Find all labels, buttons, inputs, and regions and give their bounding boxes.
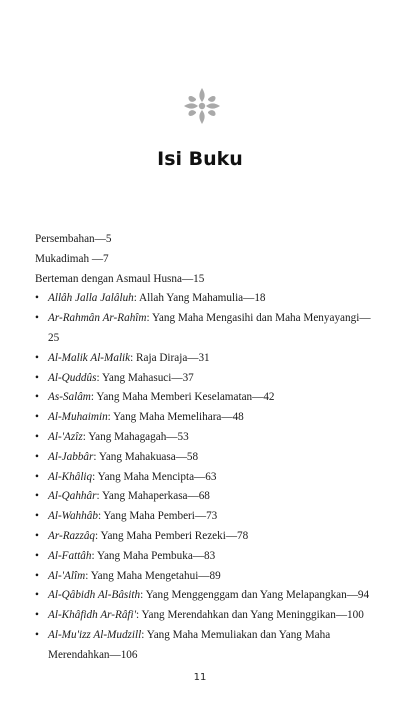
toc-entry bbox=[35, 547, 377, 567]
toc-entry bbox=[35, 428, 377, 448]
entry-name: Al-Jabbâr bbox=[48, 450, 94, 463]
entry-description: : Raja Diraja—31 bbox=[130, 351, 210, 364]
entry-name: Al-Muhaimin bbox=[48, 411, 108, 424]
toc-entry bbox=[35, 487, 377, 507]
entry-description: : Yang Maha Pemberi Rezeki—78 bbox=[95, 529, 249, 542]
entry-description: : Yang Maha Mengasihi dan Maha Menyayangi—25 bbox=[48, 312, 371, 344]
bullet-icon: • bbox=[35, 450, 39, 463]
entry-description: : Yang Mahasuci—37 bbox=[96, 371, 194, 384]
bullet-icon: • bbox=[35, 292, 39, 305]
table-of-contents bbox=[35, 230, 377, 666]
entry-name: Al-'Azîz bbox=[48, 430, 83, 443]
toc-entry bbox=[35, 567, 377, 587]
entry-name: As-Salâm bbox=[48, 391, 91, 404]
toc-entry bbox=[35, 586, 377, 606]
entry-name: Al-'Alîm bbox=[48, 569, 86, 582]
toc-entry bbox=[35, 309, 377, 349]
entry-name: Al-Qâbidh Al-Bâsith bbox=[48, 589, 141, 602]
bullet-icon: • bbox=[35, 569, 39, 582]
entry-description: : Yang Maha Pembuka—83 bbox=[91, 549, 216, 562]
entry-name: Ar-Razzâq bbox=[48, 529, 96, 542]
entry-name: Allâh Jalla Jalâluh bbox=[48, 292, 134, 305]
bullet-icon: • bbox=[35, 490, 39, 503]
bullet-icon: • bbox=[35, 411, 39, 424]
toc-entry bbox=[35, 606, 377, 626]
entry-description: : Yang Maha Memberi Keselamatan—42 bbox=[90, 391, 275, 404]
entry-name: Ar-Rahmân Ar-Rahîm bbox=[48, 312, 147, 325]
toc-front-matter-item: Mukadimah —7 bbox=[35, 252, 109, 265]
entry-name: Al-Malik Al-Malik bbox=[48, 351, 131, 364]
bullet-icon: • bbox=[35, 470, 39, 483]
bullet-icon: • bbox=[35, 529, 39, 542]
bullet-icon: • bbox=[35, 430, 39, 443]
entry-description: : Yang Maha Pemberi—73 bbox=[97, 510, 218, 523]
entry-description: : Yang Maha Mengetahui—89 bbox=[85, 569, 221, 582]
bullet-icon: • bbox=[35, 609, 39, 622]
toc-entry bbox=[35, 289, 377, 309]
toc-front-matter-item: Berteman dengan Asmaul Husna—15 bbox=[35, 272, 205, 285]
toc-entry bbox=[35, 507, 377, 527]
toc-entry bbox=[35, 369, 377, 389]
entry-description: : Yang Mahakuasa—58 bbox=[93, 450, 199, 463]
toc-front-matter-item: Persembahan—5 bbox=[35, 233, 112, 245]
bullet-icon: • bbox=[35, 371, 39, 384]
fleur-de-lis-ornament-icon bbox=[182, 86, 222, 126]
entry-description: : Yang Merendahkan dan Yang Meninggikan—100 bbox=[136, 609, 364, 622]
entry-name: Al-Qahhâr bbox=[48, 490, 97, 503]
toc-entry bbox=[35, 527, 377, 547]
bullet-icon: • bbox=[35, 589, 39, 602]
toc-entry bbox=[35, 468, 377, 488]
toc-entry bbox=[35, 626, 377, 666]
entry-description: : Yang Maha Memuliakan dan Yang Maha Merendahkan—106 bbox=[48, 628, 331, 661]
toc-entry bbox=[35, 388, 377, 408]
entry-name: Al-Mu'izz Al-Mudzill bbox=[48, 628, 142, 641]
entry-description: : Allah Yang Mahamulia—18 bbox=[133, 292, 266, 305]
entry-name: Al-Quddûs bbox=[48, 371, 97, 384]
bullet-icon: • bbox=[35, 312, 39, 325]
entry-description: : Yang Menggenggam dan Yang Melapangkan—94 bbox=[140, 589, 370, 602]
entry-description: : Yang Mahagagah—53 bbox=[82, 430, 189, 443]
entry-description: : Yang Maha Memelihara—48 bbox=[107, 411, 244, 424]
entry-description: : Yang Mahaperkasa—68 bbox=[96, 490, 210, 503]
bullet-icon: • bbox=[35, 628, 39, 641]
entry-name: Al-Wahhâb bbox=[48, 510, 98, 523]
page-number: 11 bbox=[193, 672, 207, 683]
entry-name: Al-Fattâh bbox=[48, 549, 92, 562]
bullet-icon: • bbox=[35, 510, 39, 523]
toc-entry bbox=[35, 448, 377, 468]
entry-description: : Yang Maha Mencipta—63 bbox=[92, 470, 217, 483]
bullet-icon: • bbox=[35, 549, 39, 562]
bullet-icon: • bbox=[35, 391, 39, 404]
page-title: Isi Buku bbox=[157, 148, 243, 170]
entry-name: Al-Khâfidh Ar-Râfi' bbox=[48, 609, 137, 622]
toc-entry bbox=[35, 408, 377, 428]
toc-entry bbox=[35, 349, 377, 369]
bullet-icon: • bbox=[35, 351, 39, 364]
entry-name: Al-Khâliq bbox=[48, 470, 93, 483]
